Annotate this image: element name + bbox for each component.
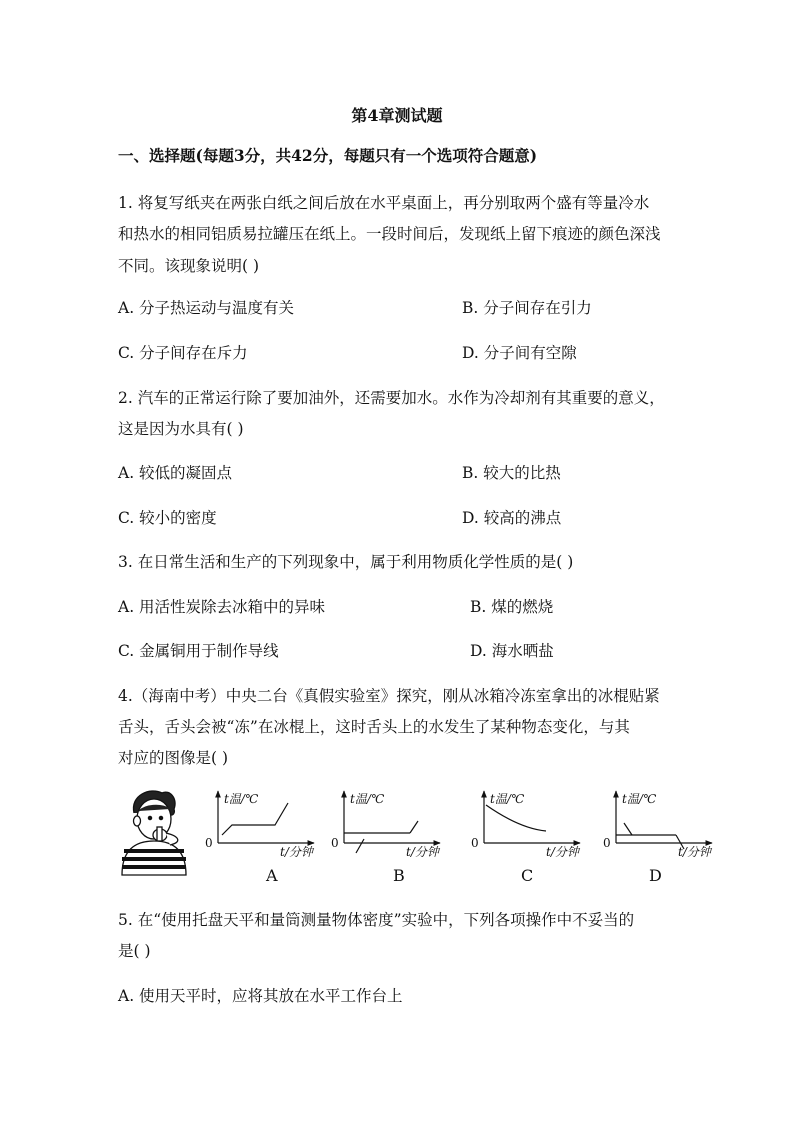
graph-c-label: C [521,866,534,885]
graph-c-zero: 0 [471,836,479,850]
graph-b-zero: 0 [331,836,339,850]
q4-line-2: 舌头，舌头会被“冻”在冰棍上，这时舌头上的水发生了某种物态变化，与其 [118,718,630,736]
q4-line-3: 对应的图像是( ) [118,749,229,767]
page-title: 第4章测试题 [351,106,443,125]
graph-c-xlabel: t/分钟 [546,845,579,859]
q2-option-c: C. 较小的密度 [118,509,217,527]
q1-option-d: D. 分子间有空隙 [462,344,577,362]
graph-d-ylabel: t温/℃ [622,792,657,806]
graph-a-zero: 0 [205,836,213,850]
q2-line-1: 2. 汽车的正常运行除了要加油外，还需要加水。水作为冷却剂有其重要的意义， [118,389,665,407]
graph-b-ylabel: t温/℃ [350,792,385,806]
q4-figure [0,785,794,895]
q1-line-2: 和热水的相同铝质易拉罐压在纸上。一段时间后，发现纸上留下痕迹的颜色深浅 [118,225,661,243]
q1-line-3: 不同。该现象说明( ) [118,257,260,275]
q2-option-b: B. 较大的比热 [462,464,561,482]
q2-option-a: A. 较低的凝固点 [118,464,233,482]
q3-option-c: C. 金属铜用于制作导线 [118,642,279,660]
graph-b-xlabel: t/分钟 [406,845,439,859]
graph-d-label: D [649,866,662,885]
q4-line-1: 4.（海南中考）中央二台《真假实验室》探究，刚从冰箱冷冻室拿出的冰棍贴紧 [118,687,660,705]
graph-c-ylabel: t温/℃ [490,792,525,806]
graph-a-xlabel: t/分钟 [280,845,313,859]
boy-illustration [122,791,186,875]
q5-option-a: A. 使用天平时，应将其放在水平工作台上 [118,987,403,1005]
section-heading: 一、选择题(每题3分，共42分，每题只有一个选项符合题意) [118,146,538,165]
q5-line-2: 是( ) [118,942,151,960]
q5-line-1: 5. 在“使用托盘天平和量筒测量物体密度”实验中，下列各项操作中不妥当的 [118,911,635,929]
q2-line-2: 这是因为水具有( ) [118,420,244,438]
graph-a-label: A [266,866,278,885]
q2-option-d: D. 较高的沸点 [462,509,562,527]
graph-d-xlabel: t/分钟 [678,845,711,859]
q1-line-1: 1. 将复写纸夹在两张白纸之间后放在水平桌面上，再分别取两个盛有等量冷水 [118,194,650,212]
graph-b-label: B [393,866,405,885]
graph-d-zero: 0 [603,836,611,850]
q3-option-b: B. 煤的燃烧 [470,598,554,616]
graph-a-ylabel: t温/℃ [224,792,259,806]
q3-option-d: D. 海水晒盐 [470,642,554,660]
q3-option-a: A. 用活性炭除去冰箱中的异味 [118,598,326,616]
q1-option-c: C. 分子间存在斥力 [118,344,248,362]
q3-line-1: 3. 在日常生活和生产的下列现象中，属于利用物质化学性质的是( ) [118,553,574,571]
q1-option-b: B. 分子间存在引力 [462,299,592,317]
q1-option-a: A. 分子热运动与温度有关 [118,299,295,317]
